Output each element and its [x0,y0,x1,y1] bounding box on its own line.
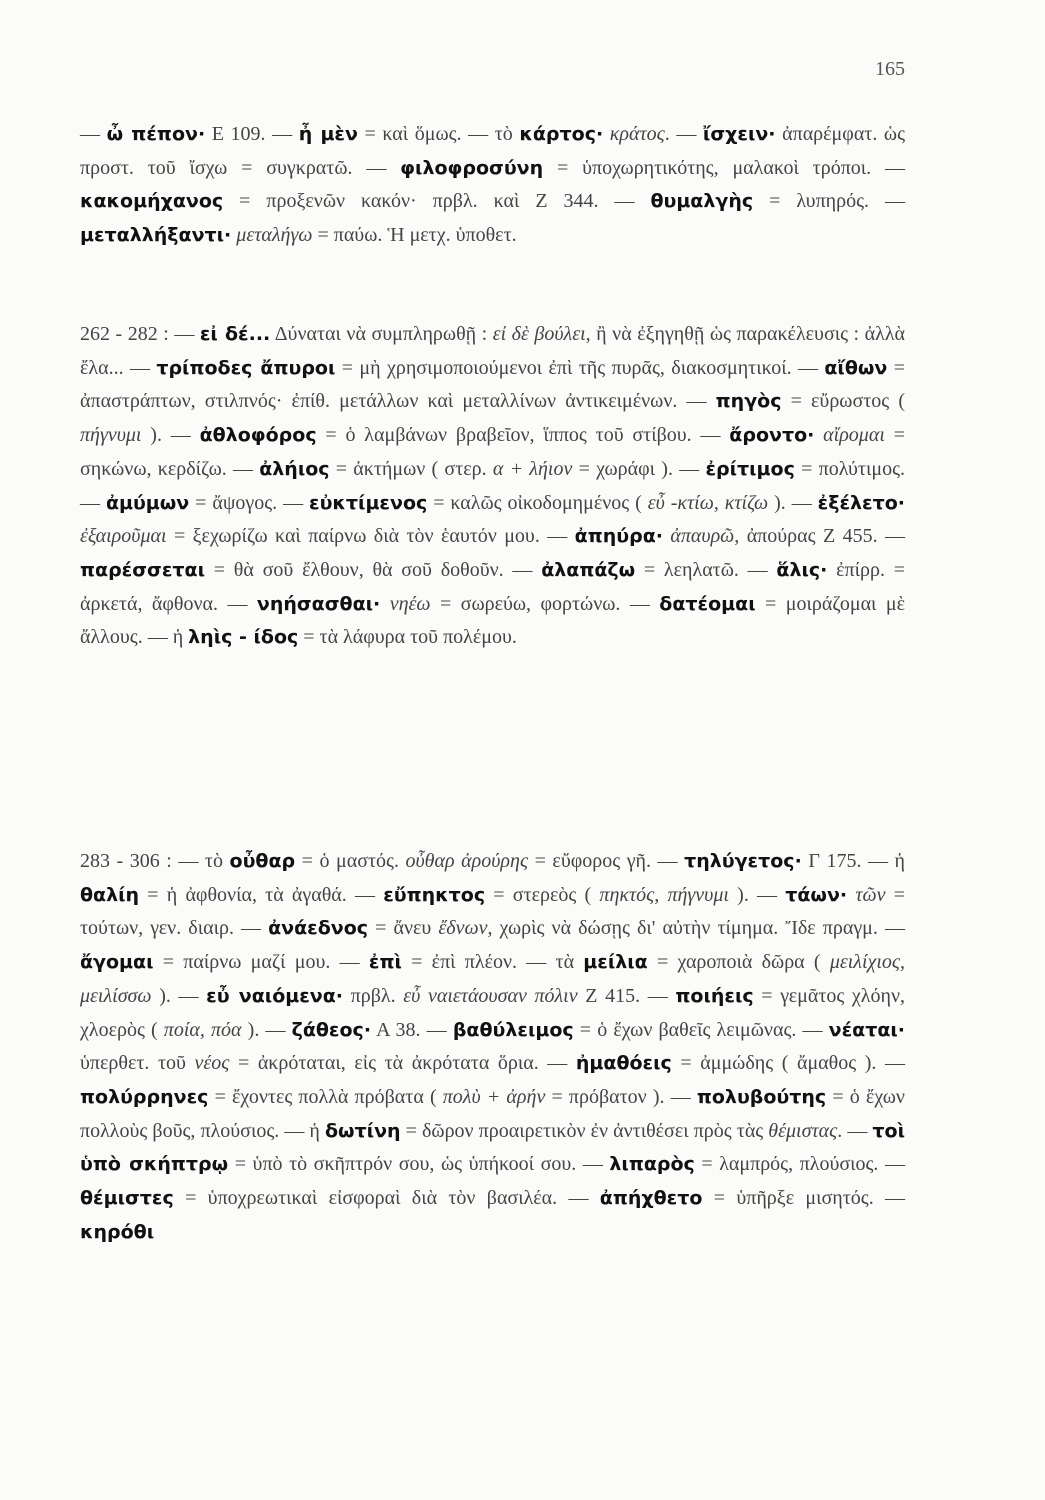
lemma: λιπαρὸς [609,1153,695,1176]
gloss-text: = ἡ ἀφθονία, τὰ ἀγαθά. — [139,883,384,906]
lemma: νέαται· [828,1018,905,1041]
italic-gloss: πήγνυμι [80,424,142,447]
gloss-text: = σωρεύω, φορτώνω. — [430,592,660,615]
gloss-text: = χωράφι ). — [572,457,706,480]
gloss-text: = ὁ ἔχων βαθεῖς λειμῶνας. — [573,1018,829,1041]
gloss-text: = ὁ ἔχων πολλοὺς βοῦς, πλούσιος. — ἡ [80,1085,905,1142]
lemma: φιλοφροσύνη [400,156,544,179]
lemma: εὖ ναιόμενα· [206,984,344,1007]
lemma: αἴθων [824,356,888,379]
italic-gloss: οὖθαρ ἀρούρης [405,850,529,872]
lemma: ἀνάεδνος [268,917,369,940]
italic-gloss: νηέω [389,592,431,615]
italic-gloss: εὖ -κτίω, κτίζω [647,491,769,514]
lemma: ἅλις· [776,558,828,581]
italic-gloss: πολὺ + ἀρήν [442,1085,546,1108]
gloss-text: = μοιράζομαι μὲ ἄλλους. — ἡ [80,592,905,649]
gloss-text: ). — [768,491,818,514]
gloss-text [380,593,389,615]
lemma: ἴσχειν· [702,123,776,145]
gloss-text: — [80,123,107,145]
gloss-text: = ὑπῆρξε μισητός. — [702,1187,905,1210]
italic-gloss: α + λήιον [492,457,573,480]
lemma: θαλίη [80,883,140,906]
lemma: τηλύγετος· [684,850,802,872]
lemma: εὔπηκτος [383,883,486,906]
lemma: ἀπηύρα· [574,525,663,548]
lemma: βαθύλειμος [452,1018,574,1041]
italic-gloss: αἴρομαι [823,424,885,447]
lemma: δωτίνη [324,1119,401,1142]
lemma: ἐπὶ [368,951,402,974]
lemma: μεταλλήξαντι· [80,224,232,247]
gloss-text: = τὰ λάφυρα τοῦ πολέμου. [298,626,517,649]
italic-gloss: θέμιστας [768,1119,838,1142]
lemma: ποιήεις [675,984,754,1007]
gloss-text: = γεμᾶτος χλόην, χλοερὸς ( [80,984,905,1041]
gloss-text: = ὑποχωρητικότης, μαλακοὶ τρόποι. — [543,156,906,179]
lemma: πηγὸς [715,390,782,413]
gloss-text: ). — [241,1018,292,1041]
commentary-paragraph-1 [80,118,905,253]
lemma: ἄγομαι [80,951,154,974]
italic-gloss: πηκτός, πήγνυμι [599,883,729,906]
gloss-text: = ἀμμώδης ( ἄμαθος ). — [671,1052,905,1075]
lemma: οὖθαρ [229,850,296,872]
italic-gloss: εἰ δὲ βούλει [492,323,586,345]
lemma: κακομήχανος [80,190,224,213]
gloss-text: πρβλ. [343,984,404,1007]
lemma: ἀλαπάζω [541,558,636,581]
gloss-text: = μὴ χρησιμοποιούμενοι ἐπὶ τῆς πυρᾶς, διακοσμητικοί. — [335,356,825,379]
gloss-text: ἐπίρρ. = ἀρκετά, ἄφθονα. — [80,558,905,615]
lemma: παρέσσεται [80,558,206,581]
italic-gloss: ἀπαυρῶ [670,525,735,548]
gloss-text: 262 - 282 : — [80,323,200,345]
gloss-text: = χαροποιὰ δῶρα ( [647,951,830,974]
lemma: ἀλήιος [259,457,330,480]
gloss-text: = καλῶς οἰκοδομημένος ( [427,491,648,514]
gloss-text [814,424,823,446]
gloss-text: ). — [728,883,786,906]
lemma: κάρτος· [519,123,604,145]
gloss-text: , χωρὶς νὰ δώσῃς δι' αὐτὴν τίμημα. Ἴδε πραγμ. — [487,917,905,940]
gloss-text: = ἔχοντες πολλὰ πρόβατα ( [208,1085,443,1108]
lemma: νηήσασθαι· [256,592,381,615]
italic-gloss: τῶν [855,883,886,906]
gloss-text: = παύω. Ἡ μετχ. ὑποθετ. [312,224,517,247]
gloss-text: = ὁ μαστός. [295,850,406,872]
gloss-text: = τούτων, γεν. διαιρ. — [80,883,905,940]
gloss-text: , ἢ νὰ ἐξηγηθῇ ὡς παρακέλευσις : ἀλλὰ ἔλα... — [80,323,905,379]
gloss-text: = ἀπαστράπτων, στιλπνός· ἐπίθ. μετάλλων καὶ μεταλλίνων ἀντικειμένων. — [80,356,905,413]
lemma: τρίποδες ἄπυροι [156,356,336,379]
gloss-text: = θὰ σοῦ ἔλθουν, θὰ σοῦ δοθοῦν. — [205,558,542,581]
gloss-text: . — [837,1119,873,1142]
gloss-text: = ἀκρόταται, εἰς τὰ ἀκρότατα ὅρια. — [229,1052,576,1075]
italic-gloss: ἔδνων [438,917,488,940]
gloss-text: = ξεχωρίζω καὶ παίρνω διὰ τὸν ἑαυτόν μου. — [166,525,575,548]
gloss-text: = εὔρωστος ( [781,390,906,413]
lemma: ἐρίτιμος [705,457,795,480]
gloss-text: = πολύτιμος. — [80,457,905,514]
italic-gloss: μεταλήγω [236,224,313,247]
gloss-text: . — [664,123,703,145]
gloss-text: , ἀπούρας Ζ 455. — [734,525,905,548]
gloss-text: = ἀκτήμων ( στερ. [329,457,493,480]
gloss-text: = ὁ λαμβάνων βραβεῖον, ἵππος τοῦ στίβου. — [316,424,730,447]
gloss-text: 283 - 306 : — τὸ [80,850,230,872]
lemma: μείλια [583,951,648,974]
lemma: ζάθεος· [291,1018,372,1041]
gloss-text: = εὔφορος γῆ. — [528,850,685,872]
italic-gloss: ἐξαιροῦμαι [80,525,167,548]
gloss-text: = δῶρον προαιρετικὸν ἐν ἀντιθέσει πρὸς τὰς [400,1119,769,1142]
gloss-text: = παίρνω μαζί μου. — [153,951,369,974]
gloss-text: Α 38. — [371,1018,453,1041]
gloss-text: = ὑπὸ τὸ σκῆπτρόν σου, ὡς ὑπήκοοί σου. — [228,1153,610,1176]
lemma: τοὶ ὑπὸ σκήπτρῳ [80,1119,905,1176]
commentary-paragraph-2 [80,318,905,655]
lemma: ἀθλοφόρος [199,424,317,447]
lemma: ἐξέλετο· [817,491,906,514]
italic-gloss: μειλίχιος, μειλίσσω [80,951,905,1007]
gloss-text: = λαμπρός, πλούσιος. — [694,1153,905,1176]
lemma: πολυβούτης [696,1085,827,1108]
lemma: εὐκτίμενος [309,491,428,514]
gloss-text: = σηκώνω, κερδίζω. — [80,424,905,480]
lemma: ἠμαθόεις [575,1052,672,1075]
lemma: ἀμύμων [105,491,190,514]
gloss-text: ). — [151,984,207,1007]
gloss-text: Ε 109. — [205,123,299,145]
gloss-text: = λεηλατῶ. — [635,558,777,581]
lemma: ληὶς - ίδος [188,626,299,649]
gloss-text: = ἐπὶ πλέον. — τὰ [401,951,584,974]
gloss-text: = ἄνευ [368,917,439,940]
lemma: ἦ μὲν [298,123,358,145]
lemma: ἄροντο· [729,424,815,447]
gloss-text: = λυπηρός. — [753,190,905,213]
gloss-text: Γ 175. — ἡ [801,850,905,872]
gloss-text: = ἄψογος. — [189,491,310,514]
lemma: εἰ δέ... [199,323,271,345]
gloss-text: ὑπερθετ. τοῦ [80,1052,195,1075]
lemma: θέμιστες [80,1187,174,1210]
page-number: 165 [875,58,905,80]
italic-gloss: εὖ ναιετάουσαν πόλιν [403,984,578,1007]
gloss-text: = στερεὸς ( [485,883,600,906]
gloss-text: = ὑποχρεωτικαὶ εἰσφοραὶ διὰ τὸν βασιλέα. — [173,1187,600,1210]
commentary-paragraph-3 [80,845,905,1249]
gloss-text: ). — [141,424,200,447]
lemma: δατέομαι [659,592,756,615]
lemma: πολύρρηνες [80,1085,209,1108]
italic-gloss: κράτος [609,123,665,145]
gloss-text: Ζ 415. — [577,984,676,1007]
gloss-text: = καὶ ὅμως. — τὸ [357,123,520,145]
gloss-text: Δύναται νὰ συμπληρωθῇ : [270,323,493,345]
lemma: κηρόθι [80,1220,155,1243]
gloss-text: ἀπαρέμφατ. ὡς προστ. τοῦ ἴσχω = συγκρατῶ. — [80,123,906,179]
lemma: θυμαλγὴς [650,190,754,213]
italic-gloss: νέος [194,1052,230,1075]
gloss-text: = πρόβατον ). — [545,1085,697,1108]
gloss-text: = προξενῶν κακόν· πρβλ. καὶ Ζ 344. — [223,190,651,213]
gloss-text [603,123,610,145]
italic-gloss: ποία, πόα [163,1018,242,1041]
lemma: τάων· [785,883,848,906]
lemma: ἀπήχθετο [599,1187,703,1210]
lemma: ὦ πέπον· [106,123,206,145]
